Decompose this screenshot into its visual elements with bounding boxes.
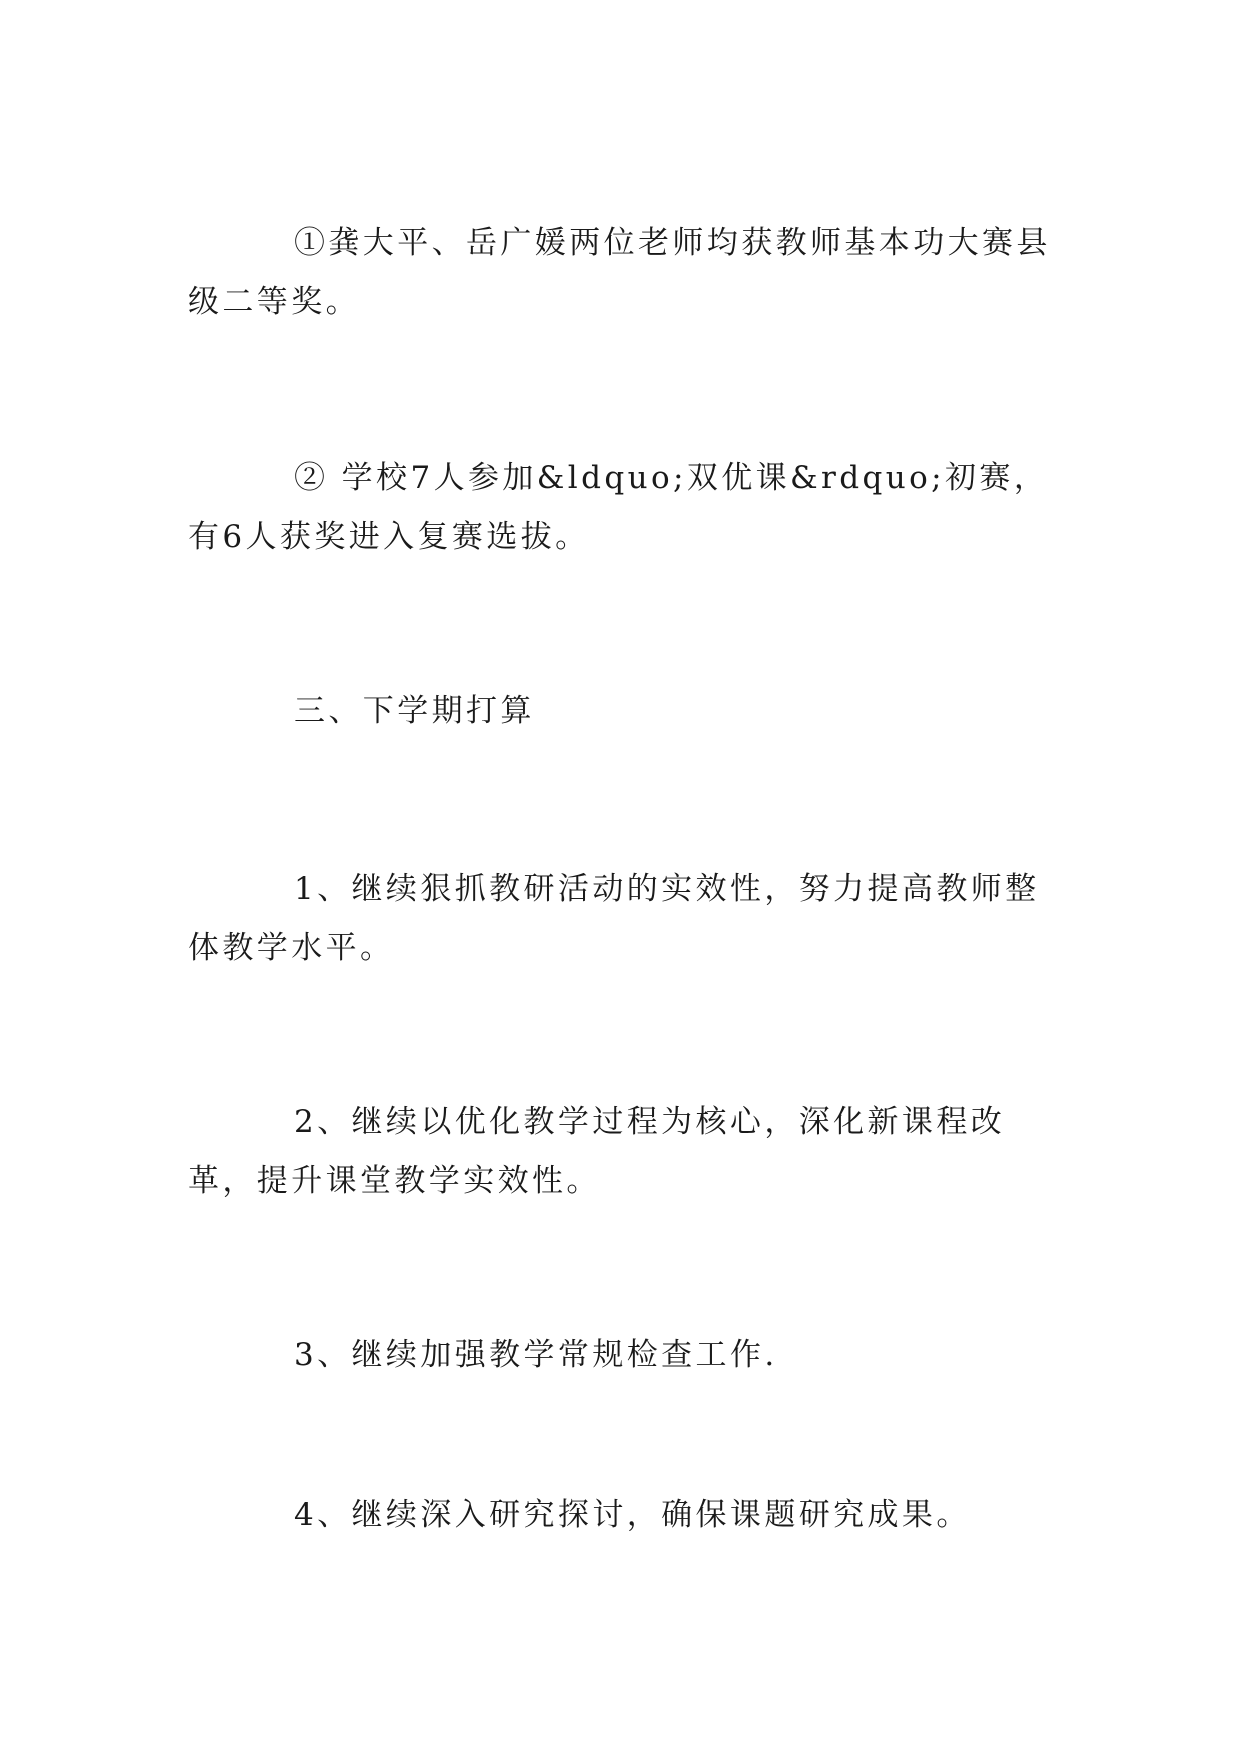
award-paragraph-1: ①龚大平、岳广媛两位老师均获教师基本功大赛县级二等奖。 xyxy=(188,225,1051,320)
plan-item-1: 1、继续狠抓教研活动的实效性，努力提高教师整体教学水平。 xyxy=(188,871,1040,966)
plan-item-3: 3、继续加强教学常规检查工作. xyxy=(294,1337,778,1373)
plan-item-4: 4、继续深入研究探讨，确保课题研究成果。 xyxy=(294,1497,971,1533)
plan-item-2: 2、继续以优化教学过程为核心，深化新课程改革，提升课堂教学实效性。 xyxy=(188,1104,1006,1199)
section-heading: 三、下学期打算 xyxy=(294,693,535,729)
award-paragraph-2: ② 学校7人参加&ldquo;双优课&rdquo;初赛，有6人获奖进入复赛选拔。 xyxy=(188,460,1049,555)
